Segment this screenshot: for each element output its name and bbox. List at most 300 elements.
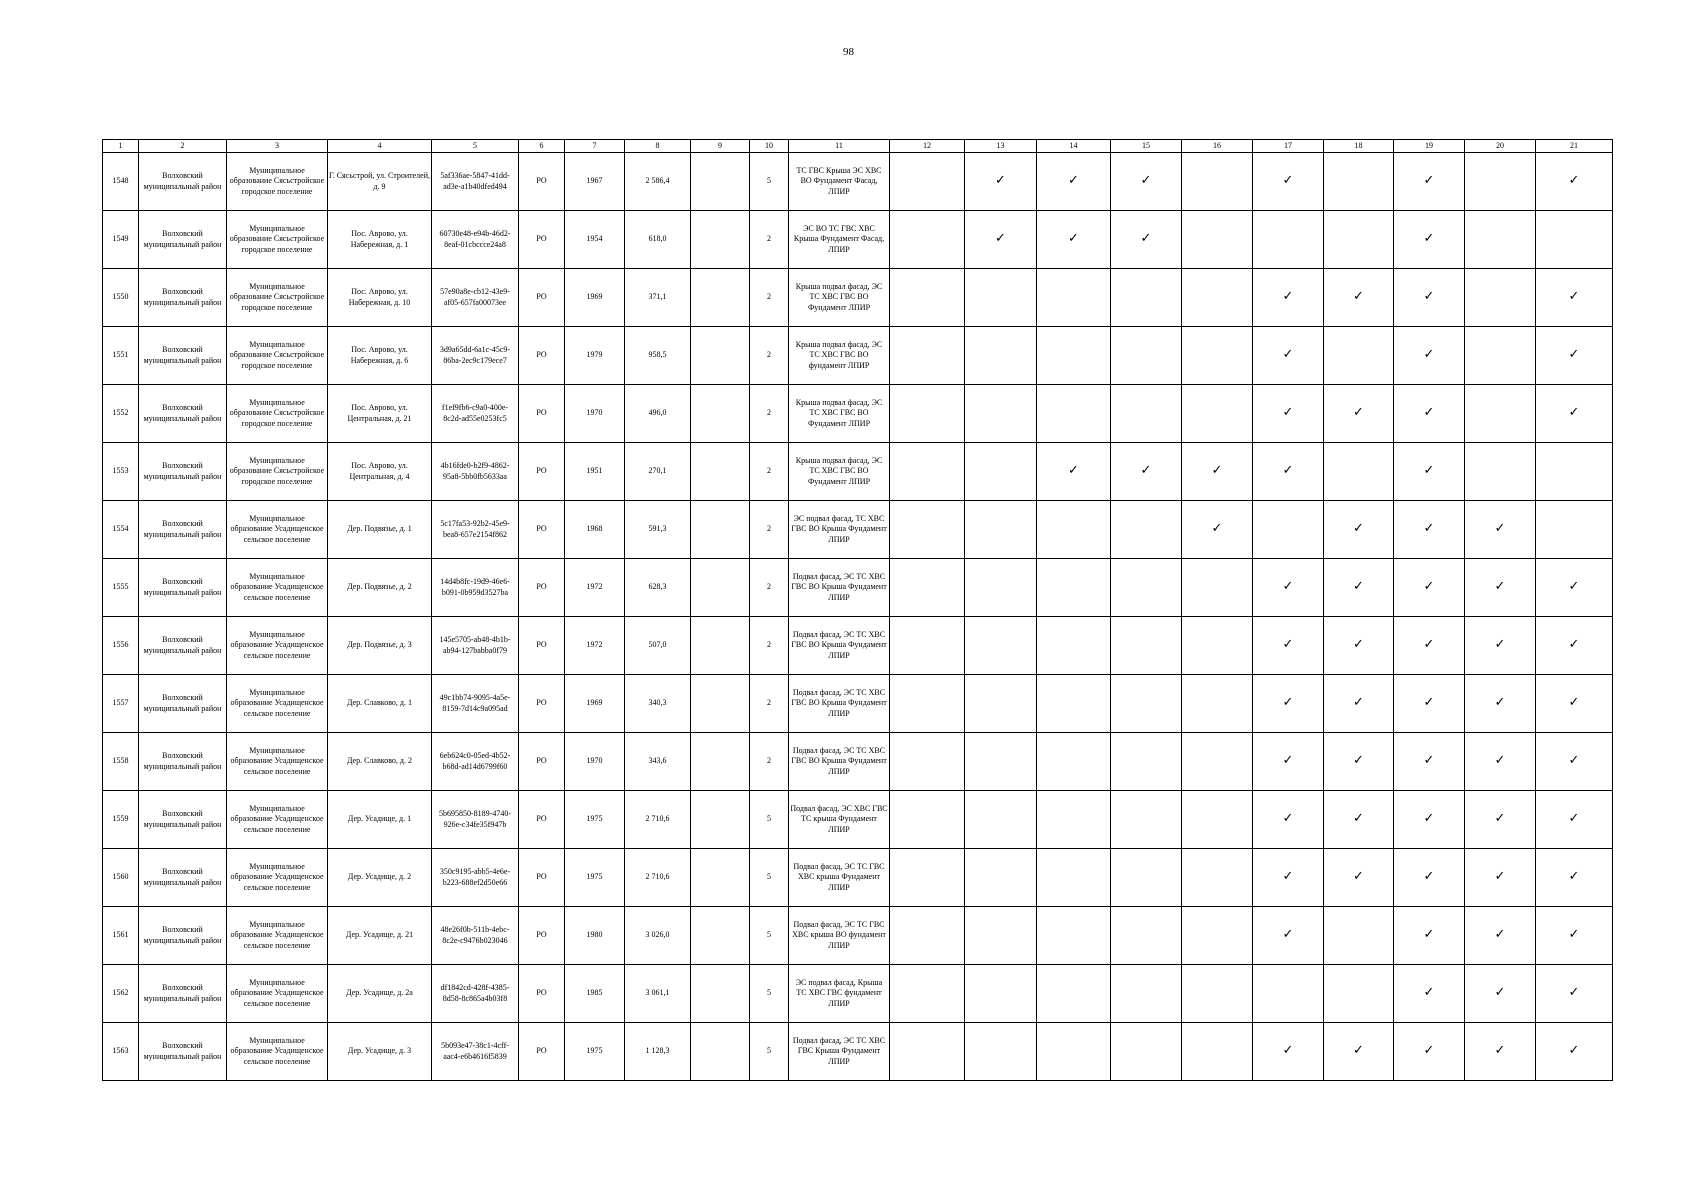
col17-check-icon: ✓	[1253, 733, 1324, 791]
col9-cell	[691, 849, 750, 907]
col21-check-icon: ✓	[1536, 617, 1613, 675]
col14-cell	[1037, 501, 1111, 559]
col17-check-icon: ✓	[1253, 1023, 1324, 1081]
row-number: 1549	[103, 211, 139, 269]
col21-check-icon: ✓	[1536, 791, 1613, 849]
row-number: 1563	[103, 1023, 139, 1081]
col19-check-icon: ✓	[1394, 153, 1465, 211]
floors-cell: 2	[750, 269, 789, 327]
table-row	[103, 501, 1613, 559]
district-cell: Волховский муниципальный район	[139, 965, 227, 1023]
municipality-cell: Муниципальное образование Сясьстройское городское поселение	[227, 443, 328, 501]
table-row	[103, 733, 1613, 791]
floors-cell: 2	[750, 675, 789, 733]
col15-cell	[1111, 559, 1182, 617]
col14-cell	[1037, 675, 1111, 733]
year-cell: 1954	[565, 211, 625, 269]
column-header-2: 2	[139, 140, 227, 153]
col19-check-icon: ✓	[1394, 617, 1465, 675]
col19-check-icon: ✓	[1394, 965, 1465, 1023]
col9-cell	[691, 153, 750, 211]
col12-cell	[890, 907, 965, 965]
year-cell: 1975	[565, 791, 625, 849]
col18-check-icon: ✓	[1324, 675, 1394, 733]
year-cell: 1970	[565, 733, 625, 791]
col20-check-icon: ✓	[1465, 733, 1536, 791]
col9-cell	[691, 211, 750, 269]
col13-cell	[965, 559, 1037, 617]
col21-check-icon: ✓	[1536, 733, 1613, 791]
type-cell: РО	[519, 617, 565, 675]
municipality-cell: Муниципальное образование Усадищенское сельское поселение	[227, 617, 328, 675]
works-cell: Подвал фасад, ЭС ТС ХВС ГВС ВО Крыша Фундамент ЛПИР	[789, 617, 890, 675]
table-row	[103, 1023, 1613, 1081]
col9-cell	[691, 1023, 750, 1081]
column-header-1: 1	[103, 140, 139, 153]
table-row	[103, 675, 1613, 733]
address-cell: Дер. Усадище, д. 3	[328, 1023, 432, 1081]
col17-check-icon: ✓	[1253, 907, 1324, 965]
col16-cell	[1182, 385, 1253, 443]
col20-check-icon: ✓	[1465, 675, 1536, 733]
row-number: 1557	[103, 675, 139, 733]
col13-cell	[965, 501, 1037, 559]
col15-check-icon: ✓	[1111, 153, 1182, 211]
municipality-cell: Муниципальное образование Усадищенское сельское поселение	[227, 791, 328, 849]
municipality-cell: Муниципальное образование Сясьстройское городское поселение	[227, 211, 328, 269]
guid-cell: 14d4b8fc-19d9-46e6-b091-0b959d3527ba	[432, 559, 519, 617]
col17-check-icon: ✓	[1253, 849, 1324, 907]
col20-check-icon: ✓	[1465, 501, 1536, 559]
col13-check-icon: ✓	[965, 211, 1037, 269]
year-cell: 1985	[565, 965, 625, 1023]
col13-cell	[965, 675, 1037, 733]
col18-check-icon: ✓	[1324, 1023, 1394, 1081]
col19-check-icon: ✓	[1394, 443, 1465, 501]
row-number: 1550	[103, 269, 139, 327]
works-cell: Крыша подвал фасад, ЭС ТС ХВС ГВС ВО Фундамент ЛПИР	[789, 385, 890, 443]
col21-check-icon: ✓	[1536, 559, 1613, 617]
floors-cell: 5	[750, 153, 789, 211]
district-cell: Волховский муниципальный район	[139, 907, 227, 965]
table-row	[103, 153, 1613, 211]
col19-check-icon: ✓	[1394, 675, 1465, 733]
column-header-13: 13	[965, 140, 1037, 153]
floors-cell: 2	[750, 733, 789, 791]
year-cell: 1980	[565, 907, 625, 965]
page-number: 98	[843, 46, 854, 58]
row-number: 1553	[103, 443, 139, 501]
col16-cell	[1182, 617, 1253, 675]
col9-cell	[691, 675, 750, 733]
col9-cell	[691, 907, 750, 965]
col14-cell	[1037, 385, 1111, 443]
guid-cell: 5af336ae-5847-41dd-ad3e-a1b40dfed494	[432, 153, 519, 211]
district-cell: Волховский муниципальный район	[139, 849, 227, 907]
year-cell: 1967	[565, 153, 625, 211]
column-header-12: 12	[890, 140, 965, 153]
col18-cell	[1324, 907, 1394, 965]
address-cell: Пос. Аврово, ул. Центральная, д. 4	[328, 443, 432, 501]
col14-cell	[1037, 791, 1111, 849]
column-header-5: 5	[432, 140, 519, 153]
col13-cell	[965, 849, 1037, 907]
table-row	[103, 849, 1613, 907]
type-cell: РО	[519, 153, 565, 211]
municipality-cell: Муниципальное образование Сясьстройское городское поселение	[227, 327, 328, 385]
area-cell: 628,3	[625, 559, 691, 617]
year-cell: 1972	[565, 617, 625, 675]
area-cell: 1 128,3	[625, 1023, 691, 1081]
col21-check-icon: ✓	[1536, 327, 1613, 385]
type-cell: РО	[519, 327, 565, 385]
works-cell: Подвал фасад, ЭС ТС ХВС ГВС ВО Крыша Фундамент ЛПИР	[789, 733, 890, 791]
municipality-cell: Муниципальное образование Сясьстройское городское поселение	[227, 269, 328, 327]
col18-check-icon: ✓	[1324, 385, 1394, 443]
table-row	[103, 907, 1613, 965]
table-header-row	[103, 140, 1613, 153]
district-cell: Волховский муниципальный район	[139, 733, 227, 791]
works-cell: Подвал фасад, ЭС ТС ХВС ГВС Крыша Фундамент ЛПИР	[789, 1023, 890, 1081]
year-cell: 1979	[565, 327, 625, 385]
row-number: 1556	[103, 617, 139, 675]
col14-cell	[1037, 1023, 1111, 1081]
col19-check-icon: ✓	[1394, 559, 1465, 617]
col21-check-icon: ✓	[1536, 269, 1613, 327]
table-row	[103, 965, 1613, 1023]
column-header-6: 6	[519, 140, 565, 153]
row-number: 1562	[103, 965, 139, 1023]
address-cell: Дер. Усадище, д. 2а	[328, 965, 432, 1023]
col19-check-icon: ✓	[1394, 733, 1465, 791]
floors-cell: 2	[750, 211, 789, 269]
col18-check-icon: ✓	[1324, 791, 1394, 849]
col20-check-icon: ✓	[1465, 965, 1536, 1023]
type-cell: РО	[519, 791, 565, 849]
col14-cell	[1037, 617, 1111, 675]
row-number: 1554	[103, 501, 139, 559]
guid-cell: 3d9a65dd-6a1c-45c9-86ba-2ec9c179ece7	[432, 327, 519, 385]
col14-cell	[1037, 965, 1111, 1023]
col19-check-icon: ✓	[1394, 1023, 1465, 1081]
col15-cell	[1111, 385, 1182, 443]
type-cell: РО	[519, 675, 565, 733]
works-cell: Подвал фасад, ЭС ТС ГВС ХВС крыша Фундамент ЛПИР	[789, 849, 890, 907]
district-cell: Волховский муниципальный район	[139, 617, 227, 675]
district-cell: Волховский муниципальный район	[139, 211, 227, 269]
type-cell: РО	[519, 849, 565, 907]
column-header-19: 19	[1394, 140, 1465, 153]
column-header-14: 14	[1037, 140, 1111, 153]
col19-check-icon: ✓	[1394, 385, 1465, 443]
district-cell: Волховский муниципальный район	[139, 791, 227, 849]
col19-check-icon: ✓	[1394, 849, 1465, 907]
type-cell: РО	[519, 907, 565, 965]
col12-cell	[890, 791, 965, 849]
col18-cell	[1324, 327, 1394, 385]
municipality-cell: Муниципальное образование Усадищенское сельское поселение	[227, 733, 328, 791]
col9-cell	[691, 385, 750, 443]
works-cell: Подвал фасад, ЭС ХВС ГВС ТС крыша Фундамент ЛПИР	[789, 791, 890, 849]
col9-cell	[691, 501, 750, 559]
col16-check-icon: ✓	[1182, 443, 1253, 501]
type-cell: РО	[519, 211, 565, 269]
year-cell: 1969	[565, 675, 625, 733]
col13-check-icon: ✓	[965, 153, 1037, 211]
table-row	[103, 791, 1613, 849]
table-row	[103, 443, 1613, 501]
col12-cell	[890, 849, 965, 907]
row-number: 1558	[103, 733, 139, 791]
col15-cell	[1111, 501, 1182, 559]
col17-check-icon: ✓	[1253, 153, 1324, 211]
floors-cell: 5	[750, 965, 789, 1023]
municipality-cell: Муниципальное образование Усадищенское сельское поселение	[227, 675, 328, 733]
col20-check-icon: ✓	[1465, 617, 1536, 675]
address-cell: Пос. Аврово, ул. Набережная, д. 6	[328, 327, 432, 385]
address-cell: Дер. Подвязье, д. 1	[328, 501, 432, 559]
col21-check-icon: ✓	[1536, 385, 1613, 443]
col16-cell	[1182, 733, 1253, 791]
col20-cell	[1465, 385, 1536, 443]
col9-cell	[691, 733, 750, 791]
guid-cell: 4b16fde0-b2f9-4862-95a8-5bb0fb5633aa	[432, 443, 519, 501]
col12-cell	[890, 443, 965, 501]
col20-check-icon: ✓	[1465, 559, 1536, 617]
col9-cell	[691, 443, 750, 501]
col12-cell	[890, 965, 965, 1023]
col14-cell	[1037, 733, 1111, 791]
works-cell: ЭС ВО ТС ГВС ХВС Крыша Фундамент Фасад, ЛПИР	[789, 211, 890, 269]
type-cell: РО	[519, 385, 565, 443]
area-cell: 591,3	[625, 501, 691, 559]
col14-cell	[1037, 269, 1111, 327]
col15-check-icon: ✓	[1111, 443, 1182, 501]
type-cell: РО	[519, 1023, 565, 1081]
area-cell: 2 710,6	[625, 791, 691, 849]
column-header-3: 3	[227, 140, 328, 153]
col9-cell	[691, 791, 750, 849]
floors-cell: 5	[750, 1023, 789, 1081]
col14-cell	[1037, 327, 1111, 385]
col17-check-icon: ✓	[1253, 675, 1324, 733]
area-cell: 2 586,4	[625, 153, 691, 211]
col13-cell	[965, 617, 1037, 675]
col16-cell	[1182, 269, 1253, 327]
table-row	[103, 617, 1613, 675]
year-cell: 1951	[565, 443, 625, 501]
works-cell: ЭС подвал фасад, ТС ХВС ГВС ВО Крыша Фундамент ЛПИР	[789, 501, 890, 559]
col12-cell	[890, 501, 965, 559]
works-cell: ЭС подвал фасад, Крыша ТС ХВС ГВС фундамент ЛПИР	[789, 965, 890, 1023]
col14-check-icon: ✓	[1037, 153, 1111, 211]
type-cell: РО	[519, 733, 565, 791]
col18-check-icon: ✓	[1324, 501, 1394, 559]
guid-cell: 49c1bb74-9095-4a5e-8159-7d14c9a095ad	[432, 675, 519, 733]
type-cell: РО	[519, 559, 565, 617]
row-number: 1552	[103, 385, 139, 443]
col21-check-icon: ✓	[1536, 965, 1613, 1023]
area-cell: 958,5	[625, 327, 691, 385]
works-cell: Крыша подвал фасад, ЭС ТС ХВС ГВС ВО Фундамент ЛПИР	[789, 269, 890, 327]
type-cell: РО	[519, 443, 565, 501]
year-cell: 1972	[565, 559, 625, 617]
col17-cell	[1253, 501, 1324, 559]
col19-check-icon: ✓	[1394, 791, 1465, 849]
area-cell: 496,0	[625, 385, 691, 443]
floors-cell: 5	[750, 791, 789, 849]
type-cell: РО	[519, 965, 565, 1023]
floors-cell: 2	[750, 443, 789, 501]
col18-check-icon: ✓	[1324, 617, 1394, 675]
col13-cell	[965, 1023, 1037, 1081]
col20-cell	[1465, 211, 1536, 269]
col17-check-icon: ✓	[1253, 269, 1324, 327]
row-number: 1555	[103, 559, 139, 617]
table-row	[103, 211, 1613, 269]
col14-cell	[1037, 849, 1111, 907]
col15-cell	[1111, 849, 1182, 907]
guid-cell: 350c9195-abb5-4e6e-b223-688ef2d50e66	[432, 849, 519, 907]
col19-check-icon: ✓	[1394, 211, 1465, 269]
col16-cell	[1182, 211, 1253, 269]
col18-cell	[1324, 153, 1394, 211]
col18-cell	[1324, 443, 1394, 501]
address-cell: Дер. Подвязье, д. 2	[328, 559, 432, 617]
col20-check-icon: ✓	[1465, 849, 1536, 907]
col9-cell	[691, 617, 750, 675]
col20-check-icon: ✓	[1465, 1023, 1536, 1081]
col19-check-icon: ✓	[1394, 269, 1465, 327]
col12-cell	[890, 559, 965, 617]
col16-cell	[1182, 559, 1253, 617]
address-cell: Дер. Усадище, д. 21	[328, 907, 432, 965]
col18-check-icon: ✓	[1324, 559, 1394, 617]
municipality-cell: Муниципальное образование Усадищенское сельское поселение	[227, 559, 328, 617]
col20-check-icon: ✓	[1465, 791, 1536, 849]
floors-cell: 2	[750, 501, 789, 559]
guid-cell: f1ef9fb6-c9a0-400e-8c2d-ad55e0253fc5	[432, 385, 519, 443]
district-cell: Волховский муниципальный район	[139, 443, 227, 501]
area-cell: 371,1	[625, 269, 691, 327]
column-header-21: 21	[1536, 140, 1613, 153]
col17-check-icon: ✓	[1253, 327, 1324, 385]
col21-check-icon: ✓	[1536, 153, 1613, 211]
column-header-16: 16	[1182, 140, 1253, 153]
column-header-17: 17	[1253, 140, 1324, 153]
col16-cell	[1182, 791, 1253, 849]
floors-cell: 2	[750, 327, 789, 385]
col15-cell	[1111, 617, 1182, 675]
col17-check-icon: ✓	[1253, 559, 1324, 617]
district-cell: Волховский муниципальный район	[139, 385, 227, 443]
col16-cell	[1182, 1023, 1253, 1081]
col9-cell	[691, 965, 750, 1023]
col12-cell	[890, 211, 965, 269]
district-cell: Волховский муниципальный район	[139, 675, 227, 733]
col19-check-icon: ✓	[1394, 327, 1465, 385]
address-cell: Г. Сясьстрой, ул. Строителей, д. 9	[328, 153, 432, 211]
district-cell: Волховский муниципальный район	[139, 501, 227, 559]
table-body	[103, 153, 1613, 1081]
col21-check-icon: ✓	[1536, 907, 1613, 965]
col18-check-icon: ✓	[1324, 269, 1394, 327]
floors-cell: 5	[750, 849, 789, 907]
row-number: 1561	[103, 907, 139, 965]
works-cell: Крыша подвал фасад, ЭС ТС ХВС ГВС ВО фундамент ЛПИР	[789, 327, 890, 385]
guid-cell: 5c17fa53-92b2-45e9-bea8-657e2154f862	[432, 501, 519, 559]
col14-cell	[1037, 559, 1111, 617]
col17-cell	[1253, 211, 1324, 269]
col18-check-icon: ✓	[1324, 849, 1394, 907]
col13-cell	[965, 385, 1037, 443]
address-cell: Пос. Аврово, ул. Набережная, д. 10	[328, 269, 432, 327]
floors-cell: 2	[750, 559, 789, 617]
col15-cell	[1111, 327, 1182, 385]
col9-cell	[691, 327, 750, 385]
year-cell: 1970	[565, 385, 625, 443]
area-cell: 507,0	[625, 617, 691, 675]
column-header-8: 8	[625, 140, 691, 153]
area-cell: 343,6	[625, 733, 691, 791]
col17-check-icon: ✓	[1253, 443, 1324, 501]
col12-cell	[890, 269, 965, 327]
col15-cell	[1111, 675, 1182, 733]
col18-check-icon: ✓	[1324, 733, 1394, 791]
table-row	[103, 559, 1613, 617]
col20-check-icon: ✓	[1465, 907, 1536, 965]
col9-cell	[691, 559, 750, 617]
address-cell: Дер. Славково, д. 1	[328, 675, 432, 733]
address-cell: Пос. Аврово, ул. Центральная, д. 21	[328, 385, 432, 443]
municipality-cell: Муниципальное образование Усадищенское сельское поселение	[227, 965, 328, 1023]
district-cell: Волховский муниципальный район	[139, 559, 227, 617]
col21-check-icon: ✓	[1536, 675, 1613, 733]
column-header-18: 18	[1324, 140, 1394, 153]
col20-cell	[1465, 327, 1536, 385]
col13-cell	[965, 965, 1037, 1023]
col14-check-icon: ✓	[1037, 211, 1111, 269]
col21-cell	[1536, 501, 1613, 559]
row-number: 1559	[103, 791, 139, 849]
floors-cell: 5	[750, 907, 789, 965]
col9-cell	[691, 269, 750, 327]
col21-check-icon: ✓	[1536, 849, 1613, 907]
area-cell: 3 026,0	[625, 907, 691, 965]
col20-cell	[1465, 443, 1536, 501]
col16-cell	[1182, 849, 1253, 907]
col13-cell	[965, 733, 1037, 791]
guid-cell: 145e5705-ab48-4b1b-ab94-127babba0f79	[432, 617, 519, 675]
col15-cell	[1111, 1023, 1182, 1081]
district-cell: Волховский муниципальный район	[139, 269, 227, 327]
year-cell: 1969	[565, 269, 625, 327]
col13-cell	[965, 327, 1037, 385]
col17-check-icon: ✓	[1253, 617, 1324, 675]
municipality-cell: Муниципальное образование Усадищенское сельское поселение	[227, 849, 328, 907]
col16-cell	[1182, 153, 1253, 211]
guid-cell: 5b695850-8189-4740-926e-c34fe35f947b	[432, 791, 519, 849]
col12-cell	[890, 153, 965, 211]
municipality-cell: Муниципальное образование Усадищенское сельское поселение	[227, 501, 328, 559]
column-header-20: 20	[1465, 140, 1536, 153]
municipality-cell: Муниципальное образование Усадищенское сельское поселение	[227, 907, 328, 965]
works-cell: Подвал фасад, ЭС ТС ГВС ХВС крыша ВО фундамент ЛПИР	[789, 907, 890, 965]
col15-cell	[1111, 907, 1182, 965]
col15-cell	[1111, 733, 1182, 791]
col18-cell	[1324, 965, 1394, 1023]
works-cell: ТС ГВС Крыша ЭС ХВС ВО Фундамент Фасад, ЛПИР	[789, 153, 890, 211]
